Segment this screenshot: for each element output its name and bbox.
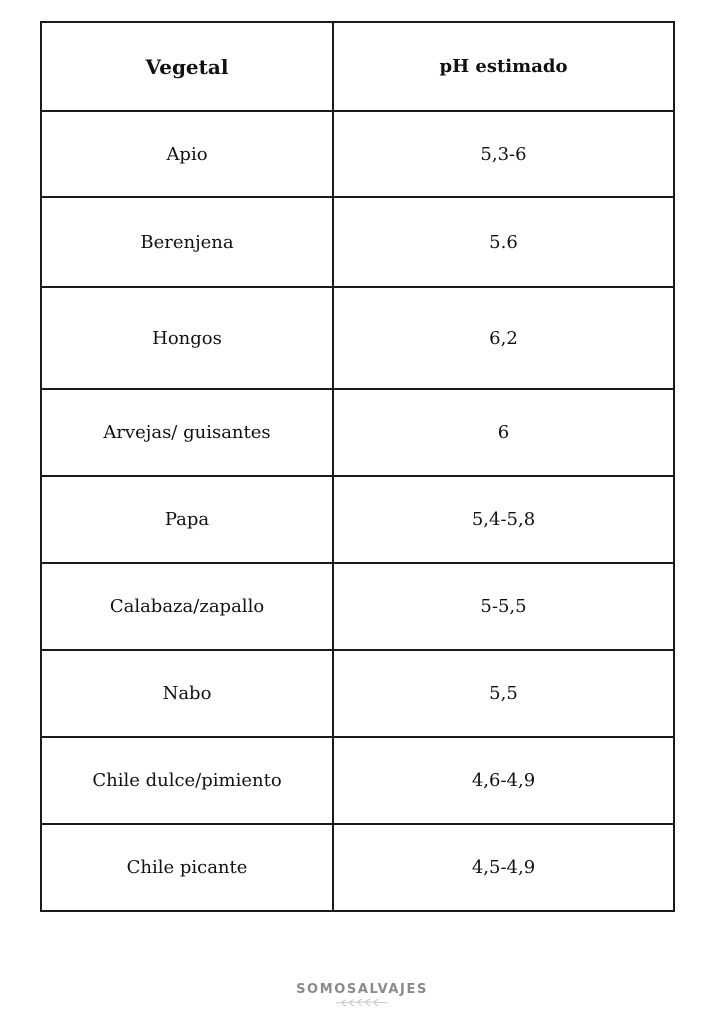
ph-cell: 5,4-5,8 xyxy=(333,476,674,563)
vegetal-cell: Calabaza/zapallo xyxy=(41,563,333,650)
ph-table xyxy=(40,21,675,912)
ph-cell: 4,6-4,9 xyxy=(333,737,674,824)
ph-cell: 5,3-6 xyxy=(333,111,674,197)
ph-cell: 5.6 xyxy=(333,197,674,287)
table-header-row xyxy=(41,22,674,111)
table-row xyxy=(41,287,674,389)
table-row xyxy=(41,389,674,476)
header-ph: pH estimado xyxy=(333,22,674,111)
ph-cell: 6 xyxy=(333,389,674,476)
vegetal-cell: Berenjena xyxy=(41,197,333,287)
brand-name: SOMOSALVAJES xyxy=(296,982,428,997)
table-row xyxy=(41,563,674,650)
table-row xyxy=(41,476,674,563)
vegetal-cell: Papa xyxy=(41,476,333,563)
vegetal-cell: Apio xyxy=(41,111,333,197)
vegetal-cell: Nabo xyxy=(41,650,333,737)
ph-cell: 6,2 xyxy=(333,287,674,389)
table-row xyxy=(41,650,674,737)
leaf-sprig-icon xyxy=(334,998,390,1007)
vegetal-cell: Arvejas/ guisantes xyxy=(41,389,333,476)
vegetal-cell: Chile picante xyxy=(41,824,333,911)
table-row xyxy=(41,737,674,824)
ph-cell: 5,5 xyxy=(333,650,674,737)
table-row xyxy=(41,197,674,287)
ph-cell: 4,5-4,9 xyxy=(333,824,674,911)
ph-cell: 5-5,5 xyxy=(333,563,674,650)
table-row xyxy=(41,824,674,911)
table-row xyxy=(41,111,674,197)
header-vegetal: Vegetal xyxy=(41,22,333,111)
vegetal-cell: Hongos xyxy=(41,287,333,389)
vegetal-cell: Chile dulce/pimiento xyxy=(41,737,333,824)
footer-brand xyxy=(0,982,724,1007)
